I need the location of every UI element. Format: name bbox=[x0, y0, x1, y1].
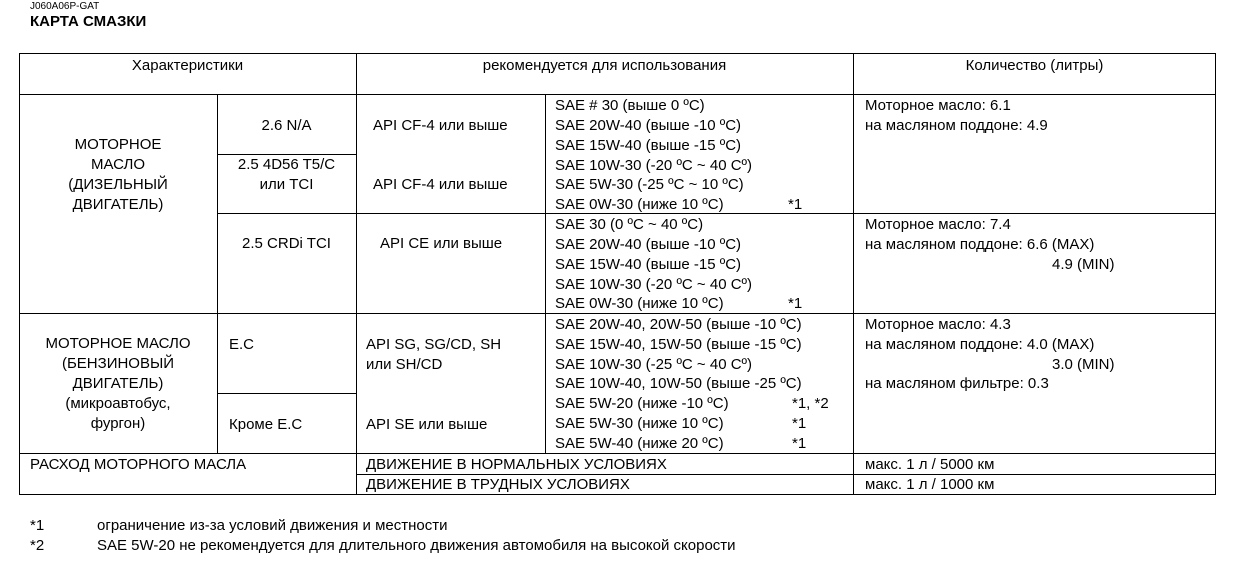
gasoline-api-2: API SE или выше bbox=[366, 416, 488, 433]
gasoline-engine-2: Кроме E.C bbox=[229, 416, 303, 433]
sae-grade: SAE 20W-40 (выше -10 ºC) bbox=[555, 236, 742, 253]
footnote-ref: *1 bbox=[788, 196, 803, 213]
sae-grade: SAE 30 (0 ºC ~ 40 ºC) bbox=[555, 216, 704, 233]
diesel-qty-engine-oil-2: Моторное масло: 7.4 bbox=[865, 216, 1011, 233]
diesel-api-2: API CF-4 или выше bbox=[373, 176, 508, 193]
divider-gasoline-row1 bbox=[217, 393, 356, 394]
sae-grade: SAE 10W-30 (-20 ºC ~ 40 Cº) bbox=[555, 157, 753, 174]
sae-grade: SAE 5W-30 (ниже 10 ºC) bbox=[555, 415, 724, 432]
diesel-api-1: API CF-4 или выше bbox=[373, 117, 508, 134]
divider-header bbox=[19, 94, 1216, 95]
consumption-label: РАСХОД МОТОРНОГО МАСЛА bbox=[30, 456, 247, 473]
page-title: КАРТА СМАЗКИ bbox=[30, 13, 147, 30]
footnote-ref: *1, *2 bbox=[792, 395, 829, 412]
consumption-condition-normal: ДВИЖЕНИЕ В НОРМАЛЬНЫХ УСЛОВИЯХ bbox=[366, 456, 667, 473]
sae-grade: SAE 15W-40 (выше -15 ºC) bbox=[555, 256, 742, 273]
header-recommended: рекомендуется для использования bbox=[482, 57, 727, 74]
sae-grade: SAE 10W-40, 10W-50 (выше -25 ºC) bbox=[555, 375, 802, 392]
diesel-engine-2: 2.5 4D56 T5/C или TCI bbox=[237, 156, 336, 193]
gasoline-engine-1: E.C bbox=[229, 336, 255, 353]
diesel-engine-1: 2.6 N/A bbox=[261, 117, 312, 134]
header-quantity: Количество (литры) bbox=[965, 57, 1104, 74]
sae-grade: SAE 5W-30 (-25 ºC ~ 10 ºC) bbox=[555, 176, 744, 193]
gasoline-qty-oil-filter: на масляном фильтре: 0.3 bbox=[865, 375, 1049, 392]
sae-grade: SAE 0W-30 (ниже 10 ºC) bbox=[555, 295, 724, 312]
sae-grade: SAE 5W-20 (ниже -10 ºC) bbox=[555, 395, 729, 412]
footnote-ref: *1 bbox=[788, 295, 803, 312]
gasoline-qty-oil-pan: на масляном поддоне: 4.0 (MAX) bbox=[865, 336, 1095, 353]
header-characteristics: Характеристики bbox=[131, 57, 244, 74]
sae-grade: SAE 0W-30 (ниже 10 ºC) bbox=[555, 196, 724, 213]
diesel-category-label: МОТОРНОЕ МАСЛО (ДИЗЕЛЬНЫЙ ДВИГАТЕЛЬ) bbox=[68, 136, 168, 213]
sae-grade: SAE 20W-40, 20W-50 (выше -10 ºC) bbox=[555, 316, 802, 333]
consumption-value-hard: макс. 1 л / 1000 км bbox=[865, 476, 995, 493]
footnote-ref: *1 bbox=[792, 435, 807, 452]
gasoline-api-1: API SG, SG/CD, SH или SH/CD bbox=[366, 336, 502, 373]
diesel-engine-3: 2.5 CRDi TCI bbox=[242, 235, 331, 252]
sae-grade: SAE 10W-30 (-20 ºC ~ 40 Cº) bbox=[555, 276, 753, 293]
consumption-condition-hard: ДВИЖЕНИЕ В ТРУДНЫХ УСЛОВИЯХ bbox=[366, 476, 630, 493]
footnote-mark: *1 bbox=[30, 517, 45, 534]
gasoline-category-label: МОТОРНОЕ МАСЛО (БЕНЗИНОВЫЙ ДВИГАТЕЛЬ) (микроавтобус, фургон) bbox=[45, 335, 191, 432]
document-code: J060A06P-GAT bbox=[30, 1, 100, 12]
col-divider-1 bbox=[356, 53, 357, 495]
diesel-qty-oil-pan-2: на масляном поддоне: 6.6 (MAX) bbox=[865, 236, 1095, 253]
consumption-value-normal: макс. 1 л / 5000 км bbox=[865, 456, 995, 473]
diesel-qty-engine-oil-1: Моторное масло: 6.1 bbox=[865, 97, 1011, 114]
sae-grade: SAE 10W-30 (-25 ºC ~ 40 Cº) bbox=[555, 356, 753, 373]
sae-grade: SAE # 30 (выше 0 ºC) bbox=[555, 97, 705, 114]
diesel-qty-oil-pan-1: на масляном поддоне: 4.9 bbox=[865, 117, 1048, 134]
diesel-api-3: API CE или выше bbox=[380, 235, 503, 252]
gasoline-qty-engine-oil: Моторное масло: 4.3 bbox=[865, 316, 1011, 333]
diesel-qty-min-2: 4.9 (MIN) bbox=[1052, 256, 1115, 273]
sae-grade: SAE 5W-40 (ниже 20 ºC) bbox=[555, 435, 724, 452]
footnote-text: ограничение из-за условий движения и местности bbox=[97, 517, 448, 534]
footnote-mark: *2 bbox=[30, 537, 45, 554]
footnote-ref: *1 bbox=[792, 415, 807, 432]
sae-grade: SAE 15W-40, 15W-50 (выше -15 ºC) bbox=[555, 336, 802, 353]
sae-grade: SAE 15W-40 (выше -15 ºC) bbox=[555, 137, 742, 154]
col-divider-api bbox=[545, 94, 546, 453]
col-divider-3 bbox=[853, 53, 854, 495]
sae-grade: SAE 20W-40 (выше -10 ºC) bbox=[555, 117, 742, 134]
col-divider-engine bbox=[217, 94, 218, 453]
gasoline-qty-min: 3.0 (MIN) bbox=[1052, 356, 1115, 373]
footnote-text: SAE 5W-20 не рекомендуется для длительного движения автомобиля на высокой скорости bbox=[97, 537, 736, 554]
